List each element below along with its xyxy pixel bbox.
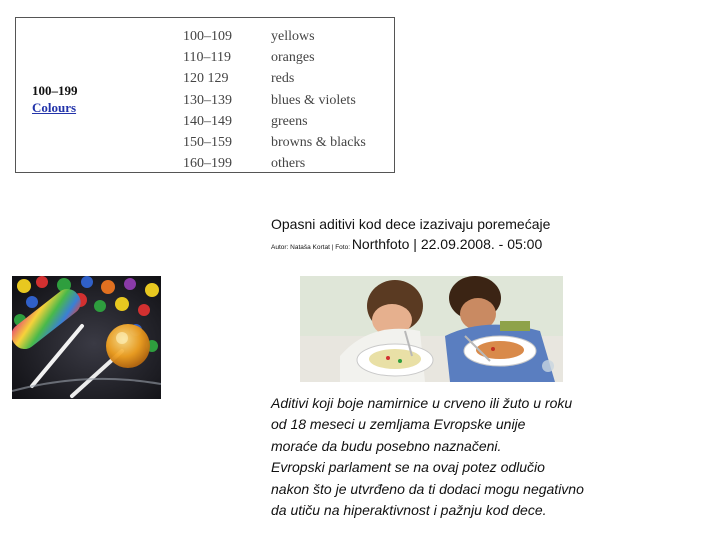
body-line: moraće da budu posebno naznačeni. [271,437,502,454]
colours-link[interactable]: Colours [32,100,77,115]
colour-name-cell: others [271,156,306,172]
code-column [183,26,232,174]
code-cell: 160–199 [183,156,232,172]
code-cell: 150–159 [183,134,232,150]
body-line: Evropski parlament se na ovaj potez odlučio [271,459,545,476]
byline [271,236,542,254]
byline-source-date: Northfoto | 22.09.2008. - 05:00 [351,236,543,252]
article-body [271,393,711,521]
code-cell: 140–149 [183,113,232,129]
body-line: nakon što je utvrđeno da ti dodaci mogu negativno [271,480,584,497]
body-line: da utiču na hiperaktivnost i pažnju kod dece. [271,502,547,519]
colour-name-cell: oranges [271,50,315,66]
colour-name-cell: greens [271,113,308,129]
candy-photo [12,276,161,399]
children-eating-photo [300,276,563,382]
byline-author: Autor: Nataša Kortat | Foto: [271,244,352,251]
code-cell: 100–109 [183,29,232,44]
name-column [271,26,366,174]
code-cell: 110–119 [183,50,231,66]
body-line: Aditivi koji boje namirnice u crveno ili žuto u roku [271,395,573,411]
body-line: od 18 meseci u zemljama Evropske unije [271,416,526,433]
children-illustration [300,276,563,382]
colour-name-cell: browns & blacks [271,134,366,150]
colour-name-cell: blues & violets [271,92,356,108]
colour-name-cell: reds [271,71,295,87]
code-cell: 120 129 [183,71,229,87]
colour-code-table [15,17,395,173]
candy-illustration [12,276,161,399]
article-title: Opasni aditivi kod dece izazivaju poremećaje [271,216,551,232]
range-title: 100–199 [32,83,78,98]
code-cell: 130–139 [183,92,232,108]
colour-name-cell: yellows [271,29,315,44]
